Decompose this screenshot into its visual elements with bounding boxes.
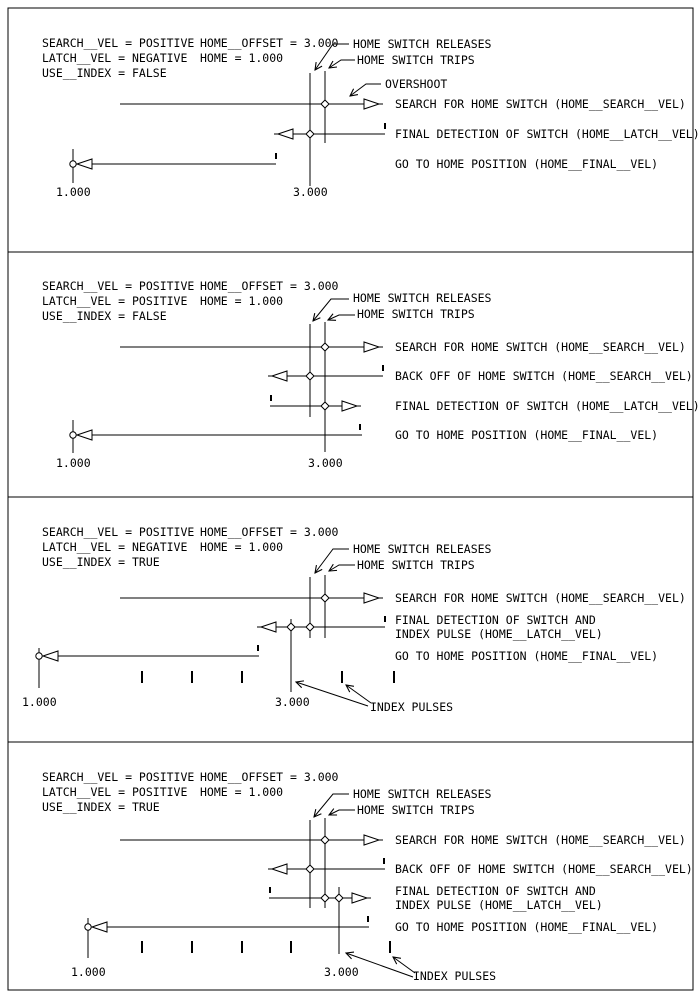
p4-param-line-2 [42, 786, 283, 799]
panel-4-graphics [85, 794, 415, 977]
p4-right-arrowhead [364, 835, 379, 845]
p3-trips-leader [329, 565, 355, 571]
p3-left-arrowhead [43, 651, 58, 661]
p3-step-label-latch-line1: FINAL DETECTION OF SWITCH AND [395, 613, 596, 627]
p2-callout-releases: HOME SWITCH RELEASES [353, 291, 492, 305]
p1-step-label-final: GO TO HOME POSITION (HOME__FINAL__VEL) [395, 157, 659, 171]
p1-param-home-offset: HOME__OFFSET = 3.000 [200, 36, 339, 50]
p1-axis-label-home: 1.000 [56, 185, 91, 199]
p3-param-search-vel: SEARCH__VEL = POSITIVE [42, 525, 195, 539]
p1-release-point-marker [306, 130, 314, 138]
p4-axis-label-home: 1.000 [71, 965, 106, 979]
p4-callout-trips: HOME SWITCH TRIPS [357, 803, 475, 817]
p2-param-line-1 [42, 280, 338, 293]
p4-step-label-latch [395, 884, 603, 912]
p1-overshoot-leader [350, 84, 381, 96]
p3-trip-point-marker [321, 594, 329, 602]
p2-step-label-final: GO TO HOME POSITION (HOME__FINAL__VEL) [395, 428, 659, 442]
p3-left-arrowhead [261, 622, 276, 632]
p1-param-home: HOME = 1.000 [200, 51, 284, 65]
p2-releases-leader [313, 299, 349, 321]
p3-callout-releases: HOME SWITCH RELEASES [353, 542, 492, 556]
p1-callout-trips: HOME SWITCH TRIPS [357, 53, 475, 67]
p2-release-point-marker [306, 372, 314, 380]
p3-param-use-index: USE__INDEX = TRUE [42, 555, 160, 569]
p4-param-home-offset: HOME__OFFSET = 3.000 [200, 770, 339, 784]
p2-step-label-latch: FINAL DETECTION OF SWITCH (HOME__LATCH__VEL) [395, 399, 700, 413]
p4-left-arrowhead [272, 864, 287, 874]
p4-trips-leader [329, 810, 355, 815]
p2-step-label-backoff: BACK OFF OF HOME SWITCH (HOME__SEARCH__VEL) [395, 369, 693, 383]
p2-right-arrowhead [364, 342, 379, 352]
p4-step-label-final: GO TO HOME POSITION (HOME__FINAL__VEL) [395, 920, 659, 934]
p1-trip-point-marker [321, 100, 329, 108]
p4-param-latch-vel: LATCH__VEL = POSITIVE [42, 785, 188, 799]
p4-callout-releases: HOME SWITCH RELEASES [353, 787, 492, 801]
p4-step-label-backoff: BACK OFF OF HOME SWITCH (HOME__SEARCH__VEL) [395, 862, 693, 876]
p3-param-line-2 [42, 541, 283, 554]
p3-index-point-marker [287, 623, 295, 631]
p4-step-label-latch-line1: FINAL DETECTION OF SWITCH AND [395, 884, 596, 898]
p4-release-point-marker [306, 865, 314, 873]
p3-index-pulses-label: INDEX PULSES [370, 700, 454, 714]
p1-param-use-index: USE__INDEX = FALSE [42, 66, 167, 80]
p1-step-label-latch: FINAL DETECTION OF SWITCH (HOME__LATCH__VEL) [395, 127, 700, 141]
p4-param-search-vel: SEARCH__VEL = POSITIVE [42, 770, 195, 784]
p1-axis-label-offset: 3.000 [293, 185, 328, 199]
p4-right-arrowhead [352, 893, 367, 903]
p1-right-arrowhead [364, 99, 379, 109]
p3-axis-label-home: 1.000 [22, 695, 57, 709]
p1-callout-overshoot: OVERSHOOT [385, 77, 448, 91]
p4-left-arrowhead [92, 922, 107, 932]
p1-param-search-vel: SEARCH__VEL = POSITIVE [42, 36, 195, 50]
p1-param-line-1 [42, 37, 338, 50]
p1-left-arrowhead [77, 159, 92, 169]
p2-param-line-2 [42, 295, 283, 308]
p1-left-arrowhead [278, 129, 293, 139]
p3-step-label-latch-line2: INDEX PULSE (HOME__LATCH__VEL) [395, 627, 603, 641]
p2-callout-trips: HOME SWITCH TRIPS [357, 307, 475, 321]
p1-trips-leader [329, 60, 355, 68]
p1-param-latch-vel: LATCH__VEL = NEGATIVE [42, 51, 188, 65]
p2-param-home: HOME = 1.000 [200, 294, 284, 308]
p2-trips-leader [328, 315, 355, 320]
p3-param-home-offset: HOME__OFFSET = 3.000 [200, 525, 339, 539]
p2-param-search-vel: SEARCH__VEL = POSITIVE [42, 279, 195, 293]
p2-left-arrowhead [272, 371, 287, 381]
p3-callout-trips: HOME SWITCH TRIPS [357, 558, 475, 572]
p2-trip-point-marker [321, 343, 329, 351]
p3-step-label-search: SEARCH FOR HOME SWITCH (HOME__SEARCH__VEL) [395, 591, 686, 605]
p2-param-home-offset: HOME__OFFSET = 3.000 [200, 279, 339, 293]
p2-step-label-search: SEARCH FOR HOME SWITCH (HOME__SEARCH__VEL) [395, 340, 686, 354]
p2-right-arrowhead [342, 401, 357, 411]
p4-param-home: HOME = 1.000 [200, 785, 284, 799]
p4-step-label-search: SEARCH FOR HOME SWITCH (HOME__SEARCH__VEL) [395, 833, 686, 847]
p1-param-line-2 [42, 52, 283, 65]
p2-param-use-index: USE__INDEX = FALSE [42, 309, 167, 323]
p3-home-point-marker [36, 653, 42, 659]
p3-param-line-1 [42, 526, 338, 539]
p4-param-use-index: USE__INDEX = TRUE [42, 800, 160, 814]
p2-home-point-marker [70, 432, 76, 438]
p3-step-label-latch [395, 613, 603, 641]
p3-param-home: HOME = 1.000 [200, 540, 284, 554]
p4-index-pulses-label: INDEX PULSES [413, 969, 497, 983]
p2-trip-point-marker [321, 402, 329, 410]
p4-trip-point-marker [321, 836, 329, 844]
p3-right-arrowhead [364, 593, 379, 603]
p4-param-line-1 [42, 771, 338, 784]
p4-step-label-latch-line2: INDEX PULSE (HOME__LATCH__VEL) [395, 898, 603, 912]
p1-home-point-marker [70, 161, 76, 167]
p3-axis-label-offset: 3.000 [275, 695, 310, 709]
p1-step-label-search: SEARCH FOR HOME SWITCH (HOME__SEARCH__VEL) [395, 97, 686, 111]
p4-trip-point-marker [321, 894, 329, 902]
p1-callout-releases: HOME SWITCH RELEASES [353, 37, 492, 51]
p3-release-point-marker [306, 623, 314, 631]
p3-param-latch-vel: LATCH__VEL = NEGATIVE [42, 540, 188, 554]
p2-left-arrowhead [77, 430, 92, 440]
p4-home-point-marker [85, 924, 91, 930]
p4-index-point-marker [335, 894, 343, 902]
p4-axis-label-offset: 3.000 [324, 965, 359, 979]
p2-param-latch-vel: LATCH__VEL = POSITIVE [42, 294, 188, 308]
p3-step-label-final: GO TO HOME POSITION (HOME__FINAL__VEL) [395, 649, 659, 663]
p2-axis-label-home: 1.000 [56, 456, 91, 470]
panel-3-graphics [36, 549, 394, 706]
p2-axis-label-offset: 3.000 [308, 456, 343, 470]
